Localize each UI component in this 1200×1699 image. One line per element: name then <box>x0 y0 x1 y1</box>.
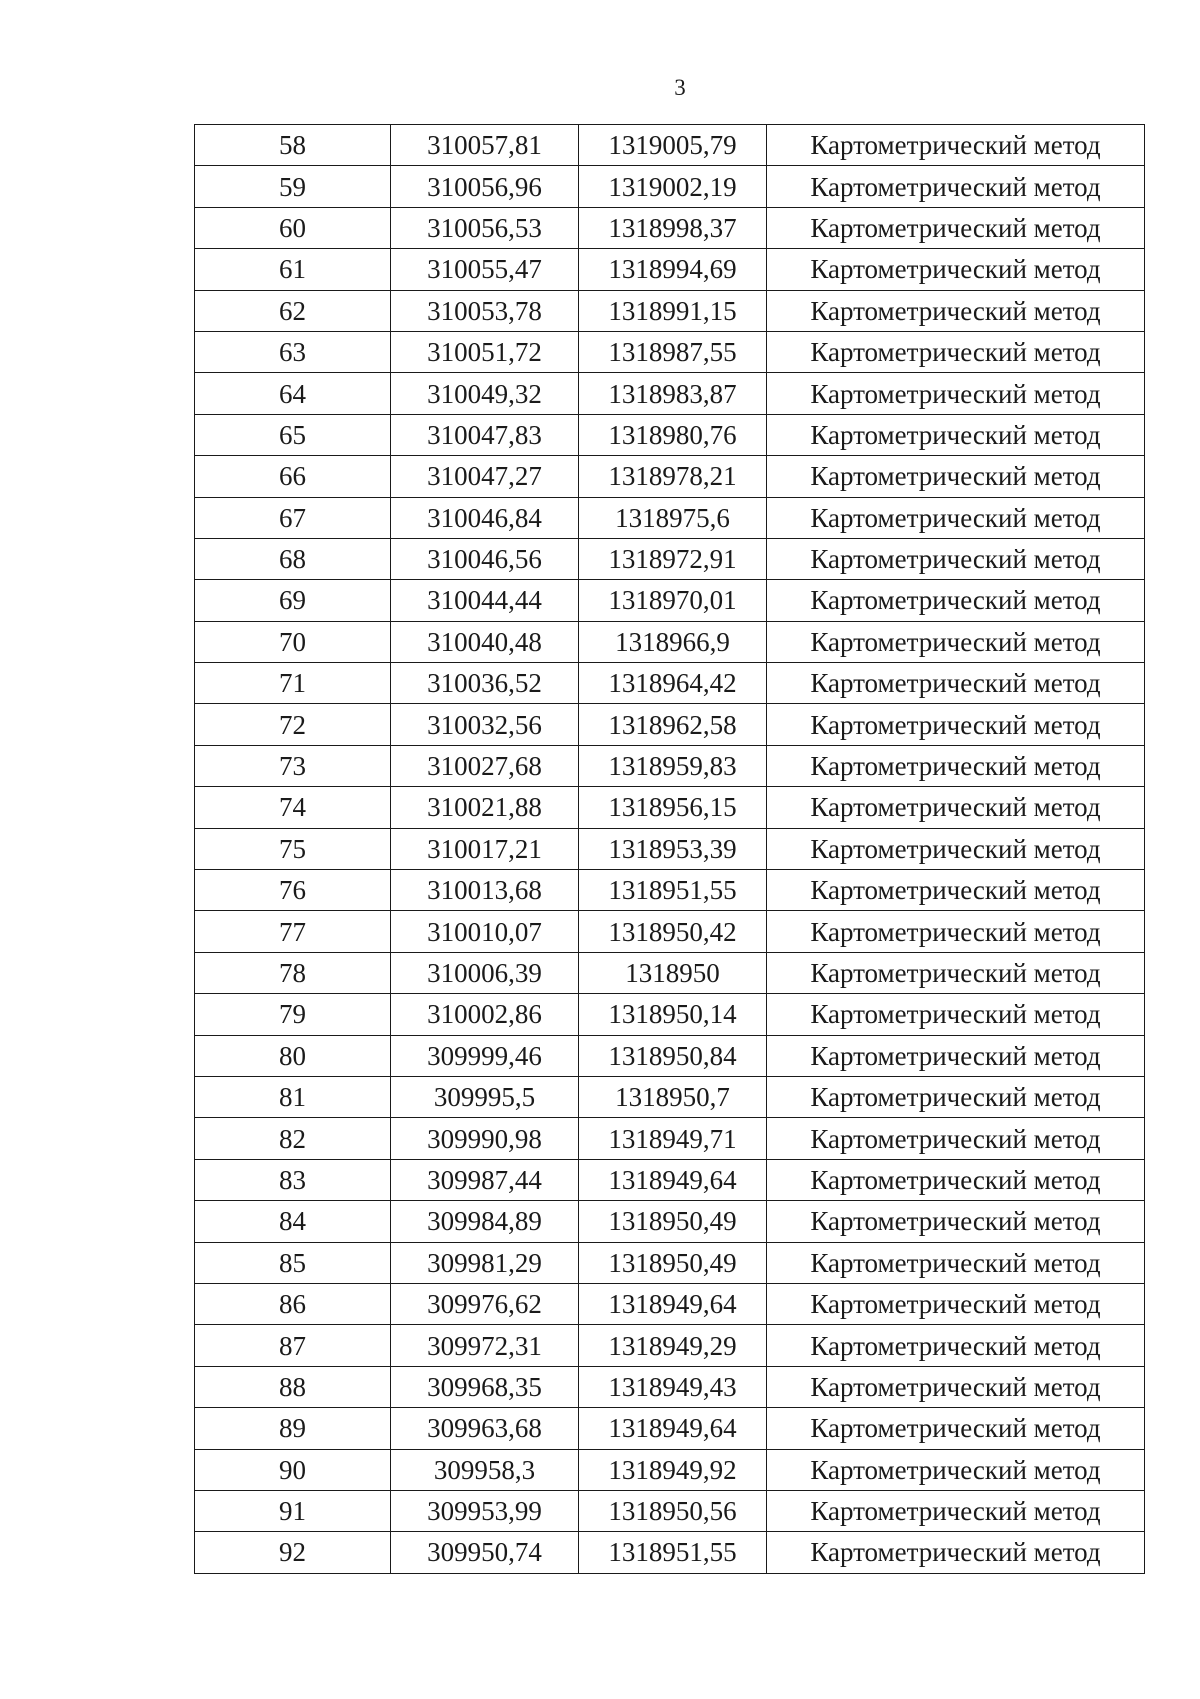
point-number-cell: 62 <box>195 290 391 331</box>
x-coordinate-cell: 310013,68 <box>391 870 579 911</box>
method-cell: Картометрический метод <box>767 911 1145 952</box>
point-number-cell: 58 <box>195 125 391 166</box>
x-coordinate-cell: 310017,21 <box>391 828 579 869</box>
point-number-cell: 85 <box>195 1242 391 1283</box>
y-coordinate-cell: 1318949,43 <box>579 1366 767 1407</box>
y-coordinate-cell: 1318950,49 <box>579 1242 767 1283</box>
table-row <box>195 290 1145 331</box>
method-cell: Картометрический метод <box>767 1449 1145 1490</box>
table-row <box>195 456 1145 497</box>
point-number-cell: 65 <box>195 414 391 455</box>
method-cell: Картометрический метод <box>767 207 1145 248</box>
y-coordinate-cell: 1318962,58 <box>579 704 767 745</box>
table-row <box>195 125 1145 166</box>
x-coordinate-cell: 309995,5 <box>391 1076 579 1117</box>
x-coordinate-cell: 309981,29 <box>391 1242 579 1283</box>
method-cell: Картометрический метод <box>767 1201 1145 1242</box>
y-coordinate-cell: 1318972,91 <box>579 538 767 579</box>
y-coordinate-cell: 1318987,55 <box>579 331 767 372</box>
point-number-cell: 81 <box>195 1076 391 1117</box>
table-row <box>195 1118 1145 1159</box>
point-number-cell: 83 <box>195 1159 391 1200</box>
y-coordinate-cell: 1318950,14 <box>579 994 767 1035</box>
method-cell: Картометрический метод <box>767 125 1145 166</box>
y-coordinate-cell: 1318991,15 <box>579 290 767 331</box>
table-row <box>195 1408 1145 1449</box>
point-number-cell: 73 <box>195 745 391 786</box>
point-number-cell: 92 <box>195 1532 391 1573</box>
x-coordinate-cell: 310056,96 <box>391 166 579 207</box>
table-row <box>195 704 1145 745</box>
y-coordinate-cell: 1318980,76 <box>579 414 767 455</box>
x-coordinate-cell: 310055,47 <box>391 249 579 290</box>
point-number-cell: 87 <box>195 1325 391 1366</box>
y-coordinate-cell: 1318949,64 <box>579 1283 767 1324</box>
method-cell: Картометрический метод <box>767 1532 1145 1573</box>
method-cell: Картометрический метод <box>767 373 1145 414</box>
table-row <box>195 249 1145 290</box>
y-coordinate-cell: 1319005,79 <box>579 125 767 166</box>
method-cell: Картометрический метод <box>767 456 1145 497</box>
point-number-cell: 67 <box>195 497 391 538</box>
point-number-cell: 82 <box>195 1118 391 1159</box>
method-cell: Картометрический метод <box>767 745 1145 786</box>
x-coordinate-cell: 310047,83 <box>391 414 579 455</box>
table-row <box>195 1449 1145 1490</box>
method-cell: Картометрический метод <box>767 1242 1145 1283</box>
method-cell: Картометрический метод <box>767 1325 1145 1366</box>
y-coordinate-cell: 1318975,6 <box>579 497 767 538</box>
point-number-cell: 66 <box>195 456 391 497</box>
point-number-cell: 70 <box>195 621 391 662</box>
x-coordinate-cell: 309968,35 <box>391 1366 579 1407</box>
method-cell: Картометрический метод <box>767 787 1145 828</box>
table-row <box>195 1490 1145 1531</box>
table-row <box>195 1283 1145 1324</box>
y-coordinate-cell: 1318994,69 <box>579 249 767 290</box>
method-cell: Картометрический метод <box>767 580 1145 621</box>
y-coordinate-cell: 1318950,84 <box>579 1035 767 1076</box>
x-coordinate-cell: 309963,68 <box>391 1408 579 1449</box>
point-number-cell: 77 <box>195 911 391 952</box>
y-coordinate-cell: 1318949,64 <box>579 1159 767 1200</box>
x-coordinate-cell: 310046,56 <box>391 538 579 579</box>
point-number-cell: 76 <box>195 870 391 911</box>
method-cell: Картометрический метод <box>767 621 1145 662</box>
point-number-cell: 90 <box>195 1449 391 1490</box>
coordinates-table-body <box>195 125 1145 1574</box>
table-row <box>195 1076 1145 1117</box>
x-coordinate-cell: 309953,99 <box>391 1490 579 1531</box>
table-row <box>195 1242 1145 1283</box>
x-coordinate-cell: 310027,68 <box>391 745 579 786</box>
table-row <box>195 911 1145 952</box>
y-coordinate-cell: 1319002,19 <box>579 166 767 207</box>
y-coordinate-cell: 1318970,01 <box>579 580 767 621</box>
table-row <box>195 1035 1145 1076</box>
y-coordinate-cell: 1318978,21 <box>579 456 767 497</box>
x-coordinate-cell: 310002,86 <box>391 994 579 1035</box>
point-number-cell: 86 <box>195 1283 391 1324</box>
table-row <box>195 331 1145 372</box>
y-coordinate-cell: 1318950 <box>579 952 767 993</box>
method-cell: Картометрический метод <box>767 414 1145 455</box>
y-coordinate-cell: 1318998,37 <box>579 207 767 248</box>
y-coordinate-cell: 1318983,87 <box>579 373 767 414</box>
table-row <box>195 828 1145 869</box>
y-coordinate-cell: 1318950,56 <box>579 1490 767 1531</box>
method-cell: Картометрический метод <box>767 1035 1145 1076</box>
method-cell: Картометрический метод <box>767 1366 1145 1407</box>
point-number-cell: 69 <box>195 580 391 621</box>
point-number-cell: 64 <box>195 373 391 414</box>
point-number-cell: 60 <box>195 207 391 248</box>
table-row <box>195 663 1145 704</box>
x-coordinate-cell: 309976,62 <box>391 1283 579 1324</box>
y-coordinate-cell: 1318949,92 <box>579 1449 767 1490</box>
coordinates-table <box>194 124 1145 1574</box>
x-coordinate-cell: 310053,78 <box>391 290 579 331</box>
table-row <box>195 538 1145 579</box>
point-number-cell: 59 <box>195 166 391 207</box>
table-row <box>195 1325 1145 1366</box>
method-cell: Картометрический метод <box>767 1490 1145 1531</box>
point-number-cell: 71 <box>195 663 391 704</box>
x-coordinate-cell: 310044,44 <box>391 580 579 621</box>
point-number-cell: 84 <box>195 1201 391 1242</box>
x-coordinate-cell: 310049,32 <box>391 373 579 414</box>
table-row <box>195 1159 1145 1200</box>
x-coordinate-cell: 309987,44 <box>391 1159 579 1200</box>
x-coordinate-cell: 310046,84 <box>391 497 579 538</box>
table-row <box>195 1201 1145 1242</box>
x-coordinate-cell: 309958,3 <box>391 1449 579 1490</box>
method-cell: Картометрический метод <box>767 663 1145 704</box>
y-coordinate-cell: 1318949,71 <box>579 1118 767 1159</box>
method-cell: Картометрический метод <box>767 994 1145 1035</box>
method-cell: Картометрический метод <box>767 1076 1145 1117</box>
point-number-cell: 78 <box>195 952 391 993</box>
table-row <box>195 1532 1145 1573</box>
table-row <box>195 994 1145 1035</box>
point-number-cell: 63 <box>195 331 391 372</box>
x-coordinate-cell: 309972,31 <box>391 1325 579 1366</box>
x-coordinate-cell: 309990,98 <box>391 1118 579 1159</box>
table-row <box>195 787 1145 828</box>
table-row <box>195 414 1145 455</box>
method-cell: Картометрический метод <box>767 497 1145 538</box>
y-coordinate-cell: 1318959,83 <box>579 745 767 786</box>
y-coordinate-cell: 1318953,39 <box>579 828 767 869</box>
table-row <box>195 373 1145 414</box>
y-coordinate-cell: 1318951,55 <box>579 870 767 911</box>
y-coordinate-cell: 1318950,42 <box>579 911 767 952</box>
method-cell: Картометрический метод <box>767 704 1145 745</box>
method-cell: Картометрический метод <box>767 166 1145 207</box>
method-cell: Картометрический метод <box>767 828 1145 869</box>
method-cell: Картометрический метод <box>767 249 1145 290</box>
method-cell: Картометрический метод <box>767 1408 1145 1449</box>
x-coordinate-cell: 310006,39 <box>391 952 579 993</box>
point-number-cell: 88 <box>195 1366 391 1407</box>
method-cell: Картометрический метод <box>767 1159 1145 1200</box>
point-number-cell: 75 <box>195 828 391 869</box>
method-cell: Картометрический метод <box>767 952 1145 993</box>
x-coordinate-cell: 310010,07 <box>391 911 579 952</box>
y-coordinate-cell: 1318964,42 <box>579 663 767 704</box>
table-row <box>195 745 1145 786</box>
table-row <box>195 952 1145 993</box>
x-coordinate-cell: 310051,72 <box>391 331 579 372</box>
y-coordinate-cell: 1318966,9 <box>579 621 767 662</box>
method-cell: Картометрический метод <box>767 1283 1145 1324</box>
x-coordinate-cell: 310036,52 <box>391 663 579 704</box>
x-coordinate-cell: 310032,56 <box>391 704 579 745</box>
table-row <box>195 870 1145 911</box>
point-number-cell: 68 <box>195 538 391 579</box>
y-coordinate-cell: 1318951,55 <box>579 1532 767 1573</box>
x-coordinate-cell: 309999,46 <box>391 1035 579 1076</box>
x-coordinate-cell: 310056,53 <box>391 207 579 248</box>
point-number-cell: 79 <box>195 994 391 1035</box>
y-coordinate-cell: 1318950,7 <box>579 1076 767 1117</box>
point-number-cell: 80 <box>195 1035 391 1076</box>
point-number-cell: 74 <box>195 787 391 828</box>
y-coordinate-cell: 1318956,15 <box>579 787 767 828</box>
point-number-cell: 91 <box>195 1490 391 1531</box>
table-row <box>195 580 1145 621</box>
y-coordinate-cell: 1318949,64 <box>579 1408 767 1449</box>
x-coordinate-cell: 310057,81 <box>391 125 579 166</box>
x-coordinate-cell: 309950,74 <box>391 1532 579 1573</box>
table-row <box>195 497 1145 538</box>
table-row <box>195 621 1145 662</box>
point-number-cell: 89 <box>195 1408 391 1449</box>
page-number: 3 <box>674 75 686 100</box>
table-row <box>195 207 1145 248</box>
y-coordinate-cell: 1318949,29 <box>579 1325 767 1366</box>
x-coordinate-cell: 310040,48 <box>391 621 579 662</box>
method-cell: Картометрический метод <box>767 538 1145 579</box>
x-coordinate-cell: 310021,88 <box>391 787 579 828</box>
method-cell: Картометрический метод <box>767 870 1145 911</box>
method-cell: Картометрический метод <box>767 1118 1145 1159</box>
point-number-cell: 72 <box>195 704 391 745</box>
point-number-cell: 61 <box>195 249 391 290</box>
method-cell: Картометрический метод <box>767 290 1145 331</box>
table-row <box>195 166 1145 207</box>
x-coordinate-cell: 310047,27 <box>391 456 579 497</box>
method-cell: Картометрический метод <box>767 331 1145 372</box>
y-coordinate-cell: 1318950,49 <box>579 1201 767 1242</box>
x-coordinate-cell: 309984,89 <box>391 1201 579 1242</box>
table-row <box>195 1366 1145 1407</box>
